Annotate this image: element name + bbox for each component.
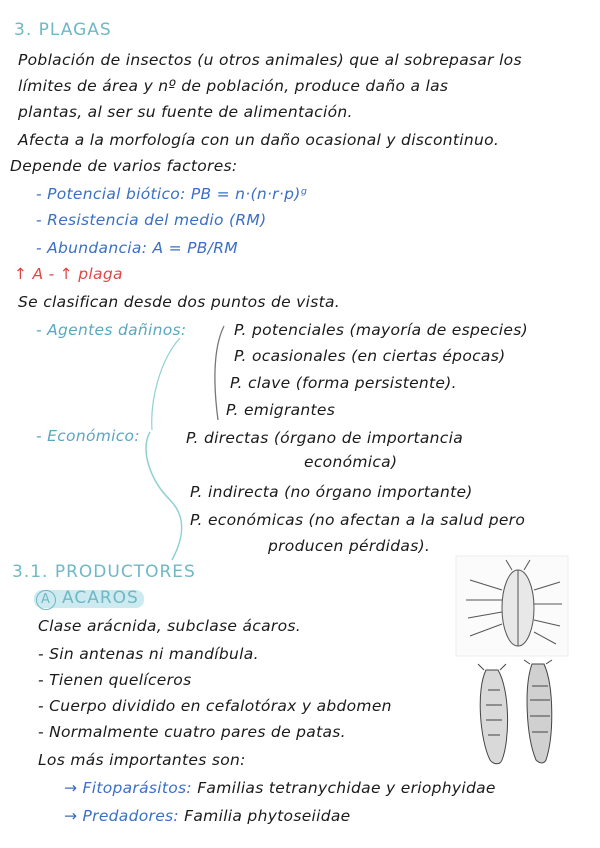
economico-item-3b: producen pérdidas). <box>268 537 431 555</box>
red-note: ↑ A - ↑ plaga <box>14 265 123 283</box>
agentes-label: - Agentes dañinos: <box>36 321 187 339</box>
mite-diagram-icon <box>456 556 568 656</box>
intro-line-1: Población de insectos (u otros animales) que al sobrepasar los <box>18 51 522 69</box>
factor-abundancia: - Abundancia: A = PB/RM <box>36 239 238 257</box>
agentes-item-1: P. potenciales (mayoría de especies) <box>234 321 528 339</box>
factor-potencial: - Potencial biótico: PB = n·(n·r·p)ᵍ <box>36 185 308 203</box>
acaros-line-6: Los más importantes son: <box>38 751 246 769</box>
factor-resistencia: - Resistencia del medio (RM) <box>36 211 267 229</box>
second-mite-icon <box>524 660 552 763</box>
classification-intro: Se clasifican desde dos puntos de vista. <box>18 293 341 311</box>
acaros-line-4: - Cuerpo dividido en cefalotórax y abdomen <box>38 697 392 715</box>
economico-label: - Económico: <box>36 427 140 445</box>
economico-item-3: P. económicas (no afectan a la salud pero <box>190 511 526 529</box>
economico-item-1: P. directas (órgano de importancia <box>186 429 464 447</box>
agentes-item-3: P. clave (forma persistente). <box>230 374 457 392</box>
intro-line-5: Depende de varios factores: <box>10 157 238 175</box>
acaros-letter-circle: A <box>36 590 56 610</box>
acaros-line-1: Clase arácnida, subclase ácaros. <box>38 617 301 635</box>
important-text-1: Familias tetranychidae y eriophyidae <box>197 779 496 797</box>
economico-item-2: P. indirecta (no órgano importante) <box>190 483 473 501</box>
section-title: 3. PLAGAS <box>14 20 112 40</box>
acaros-title: ACAROS <box>62 588 139 608</box>
important-label-2: → Predadores: <box>64 807 179 825</box>
acaros-line-3: - Tienen quelíceros <box>38 671 192 689</box>
intro-line-3: plantas, al ser su fuente de alimentación. <box>18 103 353 121</box>
subsection-title: 3.1. PRODUCTORES <box>12 562 196 582</box>
eriophyid-mite-icon <box>478 664 508 764</box>
important-label-1: → Fitoparásitos: <box>64 779 192 797</box>
important-text-2: Familia phytoseiidae <box>184 807 351 825</box>
acaros-line-2: - Sin antenas ni mandíbula. <box>38 645 259 663</box>
intro-line-2: límites de área y nº de población, produce daño a las <box>18 77 449 95</box>
agentes-item-2: P. ocasionales (en ciertas épocas) <box>234 347 506 365</box>
agentes-item-4: P. emigrantes <box>226 401 336 419</box>
intro-line-4: Afecta a la morfología con un daño ocasional y discontinuo. <box>18 131 500 149</box>
acaros-line-5: - Normalmente cuatro pares de patas. <box>38 723 346 741</box>
economico-item-1b: económica) <box>304 453 398 471</box>
